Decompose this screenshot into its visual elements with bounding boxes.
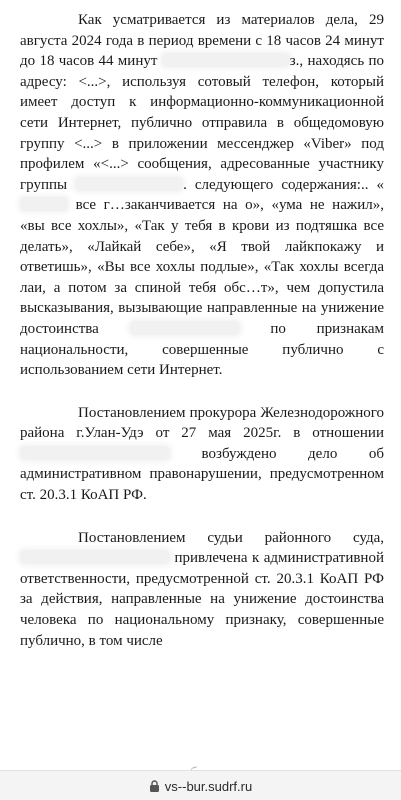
browser-address-bar[interactable] (0, 770, 401, 800)
redaction-block (75, 177, 183, 191)
paragraph-1-part-3: . следующего содержания:.. « (183, 176, 384, 193)
paragraph-2 (20, 403, 384, 506)
url-text[interactable]: vs--bur.sudrf.ru (164, 778, 253, 794)
paragraph-3-part-1: Постановлением судьи районного суда, (78, 529, 384, 546)
redaction-block (20, 446, 170, 460)
paragraph-1-part-4: все г…заканчивается на о», «ума не нажил», «вы все хохлы», «Так у тебя в крови из подтяшка все делать», «Лайкай себе», «Я твой лайкпокажу и ответишь», «Вы все хохлы подлые», «Так хохлы всегда лаи, а потом за спиной тебя обс…т», чем допустила высказывания, вызывающие направленные на унижение достоинства (20, 197, 384, 337)
paragraph-1-part-2: з., находясь по адресу: <...>, используя сотовый телефон, который имеет доступ к информационно-коммуникационной сети Интернет, публично отправила в общедомовую группу <...> в приложении мессенджер «Viber» под профилем «<...> сообщения, адресованные участнику группы (20, 53, 384, 193)
paragraph-2-part-1: Постановлением прокурора Железнодорожного района г.Улан-Удэ от 27 мая 2025г. в отношении (20, 404, 384, 442)
redaction-block (20, 550, 170, 564)
paragraph-3 (20, 528, 384, 652)
redaction-block (162, 53, 290, 67)
lock-icon (149, 780, 160, 792)
paragraph-2-part-2: возбуждено дело об административном правонарушении, предусмотренном ст. 20.3.1 КоАП РФ. (20, 445, 384, 504)
paragraph-1-part-5: по признакам национальности, совершенные публично с использованием сети Интернет. (20, 320, 384, 379)
redaction-block (130, 321, 240, 335)
redaction-block (20, 197, 68, 211)
document-text (20, 10, 384, 651)
paragraph-1-part-1: Как усматривается из материалов дела, 29 августа 2024 года в период времени с 18 часов 24 минут до 18 часов 44 минут (20, 12, 384, 70)
paragraph-1 (20, 10, 384, 381)
paragraph-3-part-2: привлечена к административной ответственности, предусмотренной ст. 20.3.1 КоАП РФ за действия, направленные на унижение достоинства человека по национальному признаку, совершенные публично, в том числе (20, 550, 384, 649)
